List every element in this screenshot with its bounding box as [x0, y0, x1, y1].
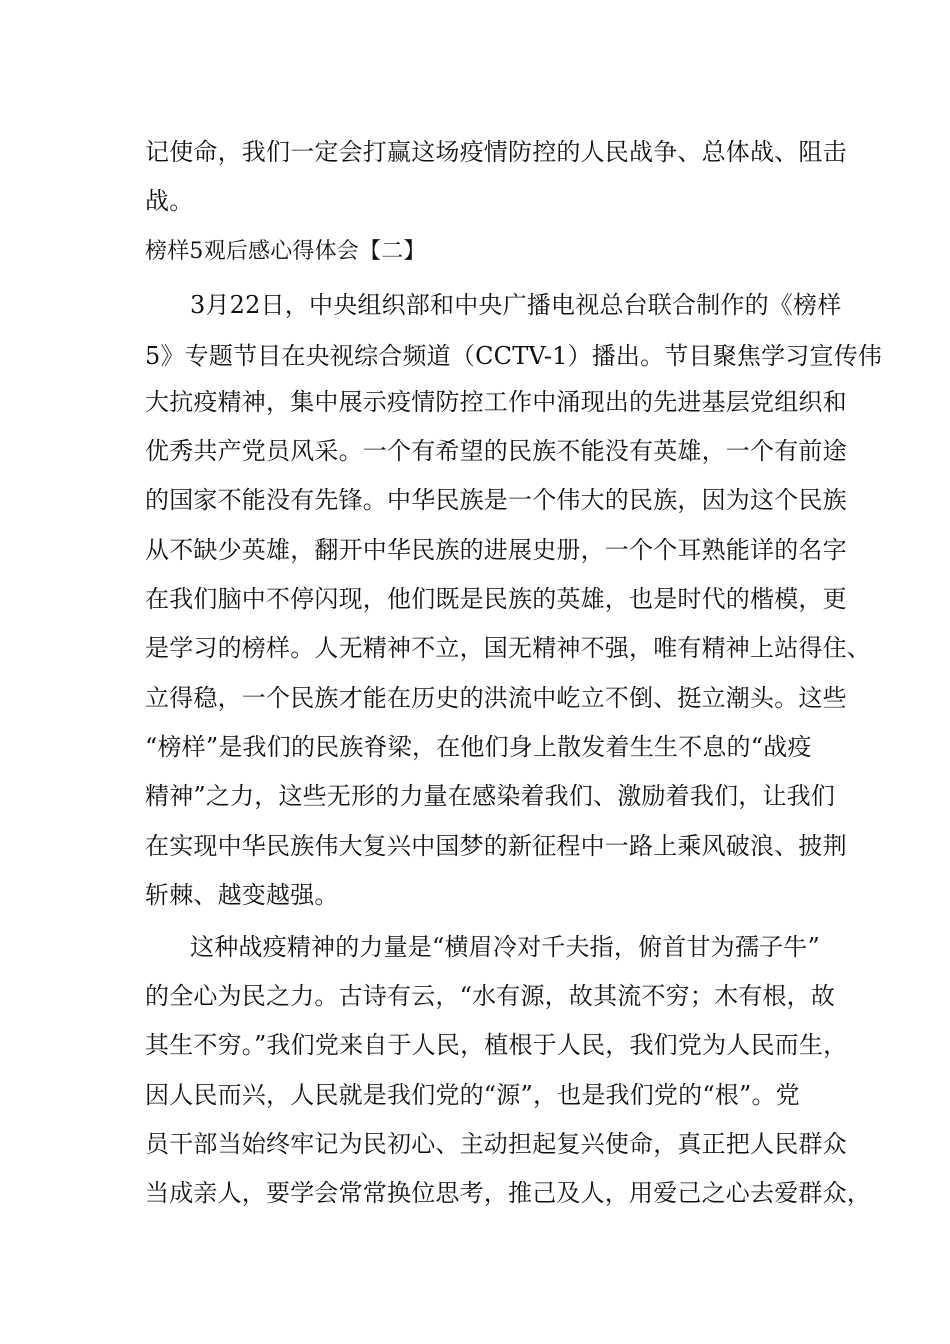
paragraph-line: 5》专题节目在央视综合频道（CCTV-1）播出。节目聚焦学习宣传伟 [145, 342, 883, 370]
paragraph-line: 在我们脑中不停闪现，他们既是民族的英雄，也是时代的楷模，更 [145, 585, 847, 613]
section-heading: 榜样5观后感心得体会【二】 [145, 239, 426, 264]
paragraph-line: 是学习的榜样。人无精神不立，国无精神不强，唯有精神上站得住、 [145, 634, 871, 662]
paragraph-line: 记使命，我们一定会打赢这场疫情防控的人民战争、总体战、阻击 [145, 138, 847, 166]
paragraph-line: 立得稳，一个民族才能在历史的洪流中屹立不倒、挺立潮头。这些 [145, 684, 847, 712]
paragraph-line: 从不缺少英雄，翻开中华民族的进展史册，一个个耳熟能详的名字 [145, 536, 847, 564]
paragraph-line: 优秀共产党员风采。一个有希望的民族不能没有英雄，一个有前途 [145, 437, 847, 465]
paragraph-line: 大抗疫精神，集中展示疫情防控工作中涌现出的先进基层党组织和 [145, 388, 847, 416]
paragraph-line: 斩棘、越变越强。 [145, 881, 339, 909]
paragraph-line: 战。 [145, 187, 194, 215]
paragraph-line: 精神”之力，这些无形的力量在感染着我们、激励着我们，让我们 [145, 782, 836, 810]
paragraph-line: 的全心为民之力。古诗有云，“水有源，故其流不穷；木有根，故 [145, 982, 836, 1010]
paragraph-line: 员干部当始终牢记为民初心、主动担起复兴使命，真正把人民群众 [145, 1130, 847, 1158]
paragraph-line: 因人民而兴，人民就是我们党的“源”，也是我们党的“根”。党 [145, 1081, 800, 1109]
paragraph-line: 这种战疫精神的力量是“横眉冷对千夫指，俯首甘为孺子牛” [190, 933, 820, 961]
paragraph-line: 的国家不能没有先锋。中华民族是一个伟大的民族，因为这个民族 [145, 486, 847, 514]
paragraph-line: 在实现中华民族伟大复兴中国梦的新征程中一路上乘风破浪、披荆 [145, 832, 847, 860]
paragraph-line: 其生不穷。”我们党来自于人民，植根于人民，我们党为人民而生， [145, 1031, 848, 1059]
paragraph-line: 3月22日，中央组织部和中央广播电视总台联合制作的《榜样 [190, 291, 842, 319]
paragraph-line: “榜样”是我们的民族脊梁，在他们身上散发着生生不息的“战疫 [145, 733, 812, 761]
paragraph-line: 当成亲人，要学会常常换位思考，推己及人，用爱己之心去爱群众， [145, 1179, 871, 1207]
